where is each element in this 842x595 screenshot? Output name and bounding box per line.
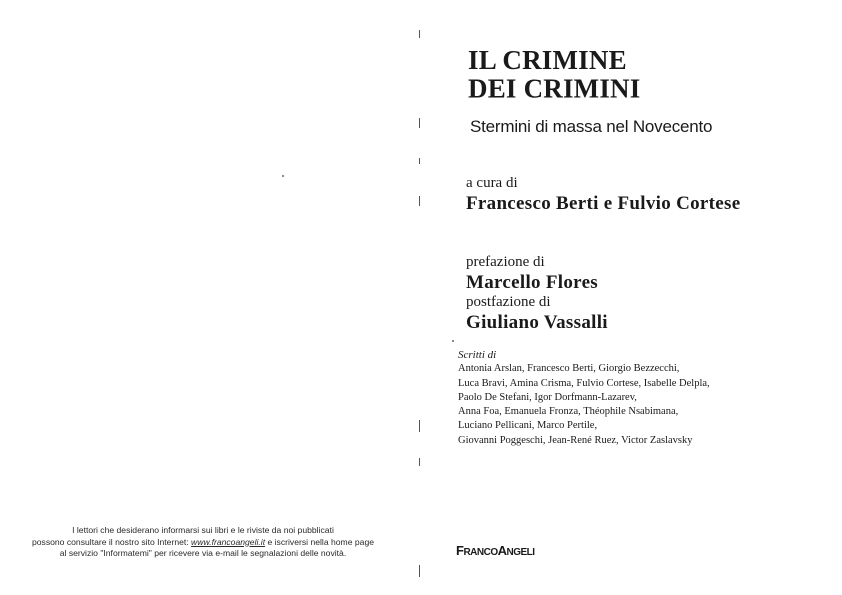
website-link[interactable]: www.francoangeli.it xyxy=(191,536,266,547)
notice-line-1: I lettori che desiderano informarsi sui libri e le riviste da noi pubblicati xyxy=(72,525,334,535)
notice-line-2-post: e iscriversi nella home page xyxy=(267,536,375,547)
notice-line-3: al servizio "Informatemi" per ricevere via e-mail le segnalazioni delle novità. xyxy=(59,548,347,559)
gutter-mark xyxy=(419,420,420,432)
gutter-mark xyxy=(419,565,420,577)
contributors-line: Paolo De Stefani, Igor Dorfmann-Lazarev, xyxy=(458,391,637,403)
contributors-block xyxy=(458,348,778,448)
editors-label: a cura di xyxy=(466,175,518,191)
gutter-mark xyxy=(419,458,420,466)
publisher-logo xyxy=(456,543,535,558)
contributors-line: Antonia Arslan, Francesco Berti, Giorgio Bezzecchi, xyxy=(458,363,680,375)
editors-names: Francesco Berti e Fulvio Cortese xyxy=(466,193,741,214)
scan-speck xyxy=(452,340,454,342)
title-line-2: DEI CRIMINI xyxy=(468,72,641,104)
contributors-line: Luciano Pellicani, Marco Pertile, xyxy=(458,420,598,432)
publisher-rest-1: RANCO xyxy=(463,547,498,558)
contributors-line: Giovanni Poggeschi, Jean-René Ruez, Victor Zaslavsky xyxy=(458,434,693,446)
book-title xyxy=(468,45,640,102)
postface-label: postfazione di xyxy=(466,294,551,310)
scan-speck xyxy=(282,175,284,177)
notice-line-2-pre: possono consultare il nostro sito Internet: xyxy=(31,536,189,547)
book-subtitle: Stermini di massa nel Novecento xyxy=(470,117,713,136)
preface-label: prefazione di xyxy=(466,254,545,270)
reader-notice xyxy=(28,525,378,560)
publisher-initial-1: F xyxy=(456,543,464,558)
contributors-line: Anna Foa, Emanuela Fronza, Théophile Nsabimana, xyxy=(458,406,679,418)
contributors-label: Scritti di xyxy=(458,349,497,361)
gutter-mark xyxy=(419,118,420,128)
gutter-mark xyxy=(419,196,420,206)
title-line-1: IL CRIMINE xyxy=(468,44,627,76)
gutter-mark xyxy=(419,30,420,38)
contributors-line: Luca Bravi, Amina Crisma, Fulvio Cortese, Isabelle Delpla, xyxy=(458,377,710,389)
publisher-rest-2: NGELI xyxy=(506,547,535,558)
postface-author: Giuliano Vassalli xyxy=(466,312,608,333)
gutter-mark xyxy=(419,158,420,164)
notice-line-2 xyxy=(28,537,378,549)
publisher-initial-2: A xyxy=(497,543,507,558)
preface-author: Marcello Flores xyxy=(466,272,598,293)
